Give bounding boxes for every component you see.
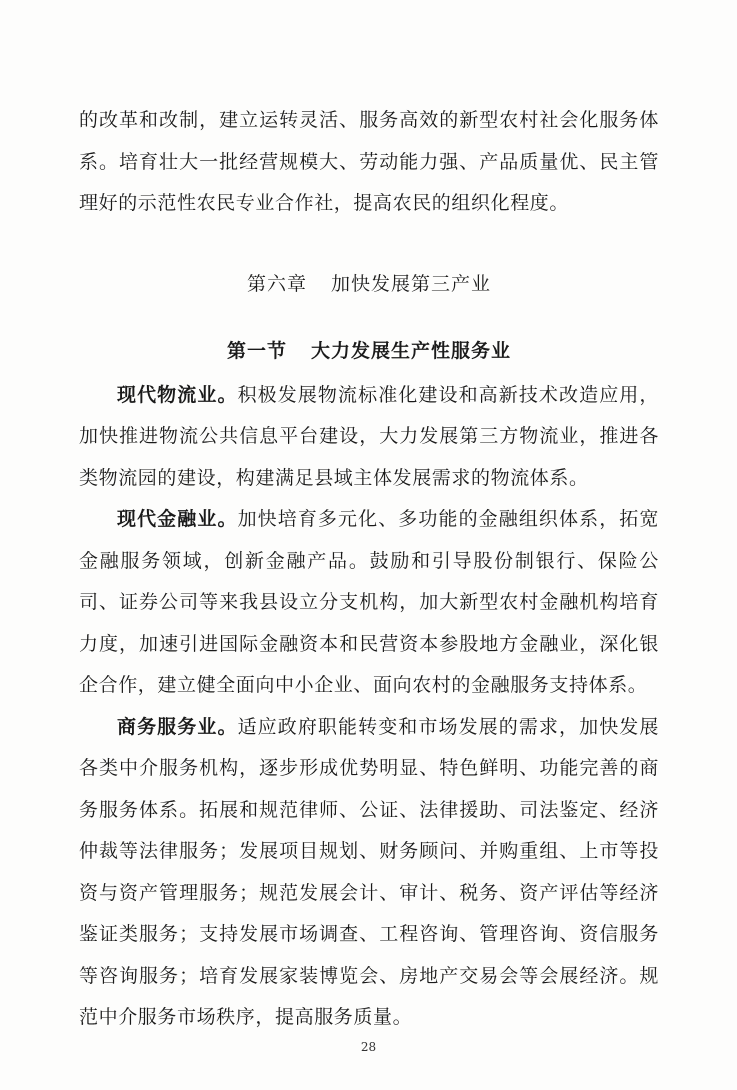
page-content	[79, 100, 659, 1039]
paragraph-lead: 现代物流业。	[117, 383, 238, 406]
paragraph-business-services	[79, 707, 659, 1039]
continuation-paragraph: 的改革和改制，建立运转灵活、服务高效的新型农村社会化服务体系。培育壮大一批经营规模大、劳动能力强、产品质量优、民主管理好的示范性农民专业合作社，提高农民的组织化程度。	[79, 109, 659, 214]
section-title: 大力发展生产性服务业	[311, 339, 512, 362]
chapter-heading	[79, 263, 659, 305]
paragraph-logistics	[79, 375, 659, 500]
chapter-title: 加快发展第三产业	[331, 272, 492, 295]
paragraph-lead: 现代金融业。	[117, 508, 238, 530]
section-heading	[79, 331, 659, 371]
section-number: 第一节	[226, 339, 287, 362]
page-number: 28	[360, 1040, 377, 1054]
paragraph-body: 加快培育多元化、多功能的金融组织体系，拓宽金融服务领域，创新金融产品。鼓励和引导股份制银行、保险公司、证券公司等来我县设立分支机构，加大新型农村金融机构培育力度，加速引进国际金融资本和民营资本参股地方金融业，深化银企合作，建立健全面向中小企业、面向农村的金融服务支持体系。	[79, 508, 659, 696]
chapter-number: 第六章	[246, 272, 307, 295]
paragraph-body: 积极发展物流标准化建设和高新技术改造应用，加快推进物流公共信息平台建设，大力发展第三方物流业，推进各类物流园的建设，构建满足县域主体发展需求的物流体系。	[79, 383, 659, 489]
paragraph-lead: 商务服务业。	[117, 715, 238, 738]
paragraph-body: 适应政府职能转变和市场发展的需求，加快发展各类中介服务机构，逐步形成优势明显、特色鲜明、功能完善的商务服务体系。拓展和规范律师、公证、法律援助、司法鉴定、经济仲裁等法律服务；发展项目规划、财务顾问、并购重组、上市等投资与资产管理服务；规范发展会计、审计、税务、资产评估等经济鉴证类服务；支持发展市场调查、工程咨询、管理咨询、资信服务等咨询服务；培育发展家装博览会、房地产交易会等会展经济。规范中介服务市场秩序，提高服务质量。	[79, 715, 659, 1028]
paragraph-finance	[79, 499, 659, 707]
